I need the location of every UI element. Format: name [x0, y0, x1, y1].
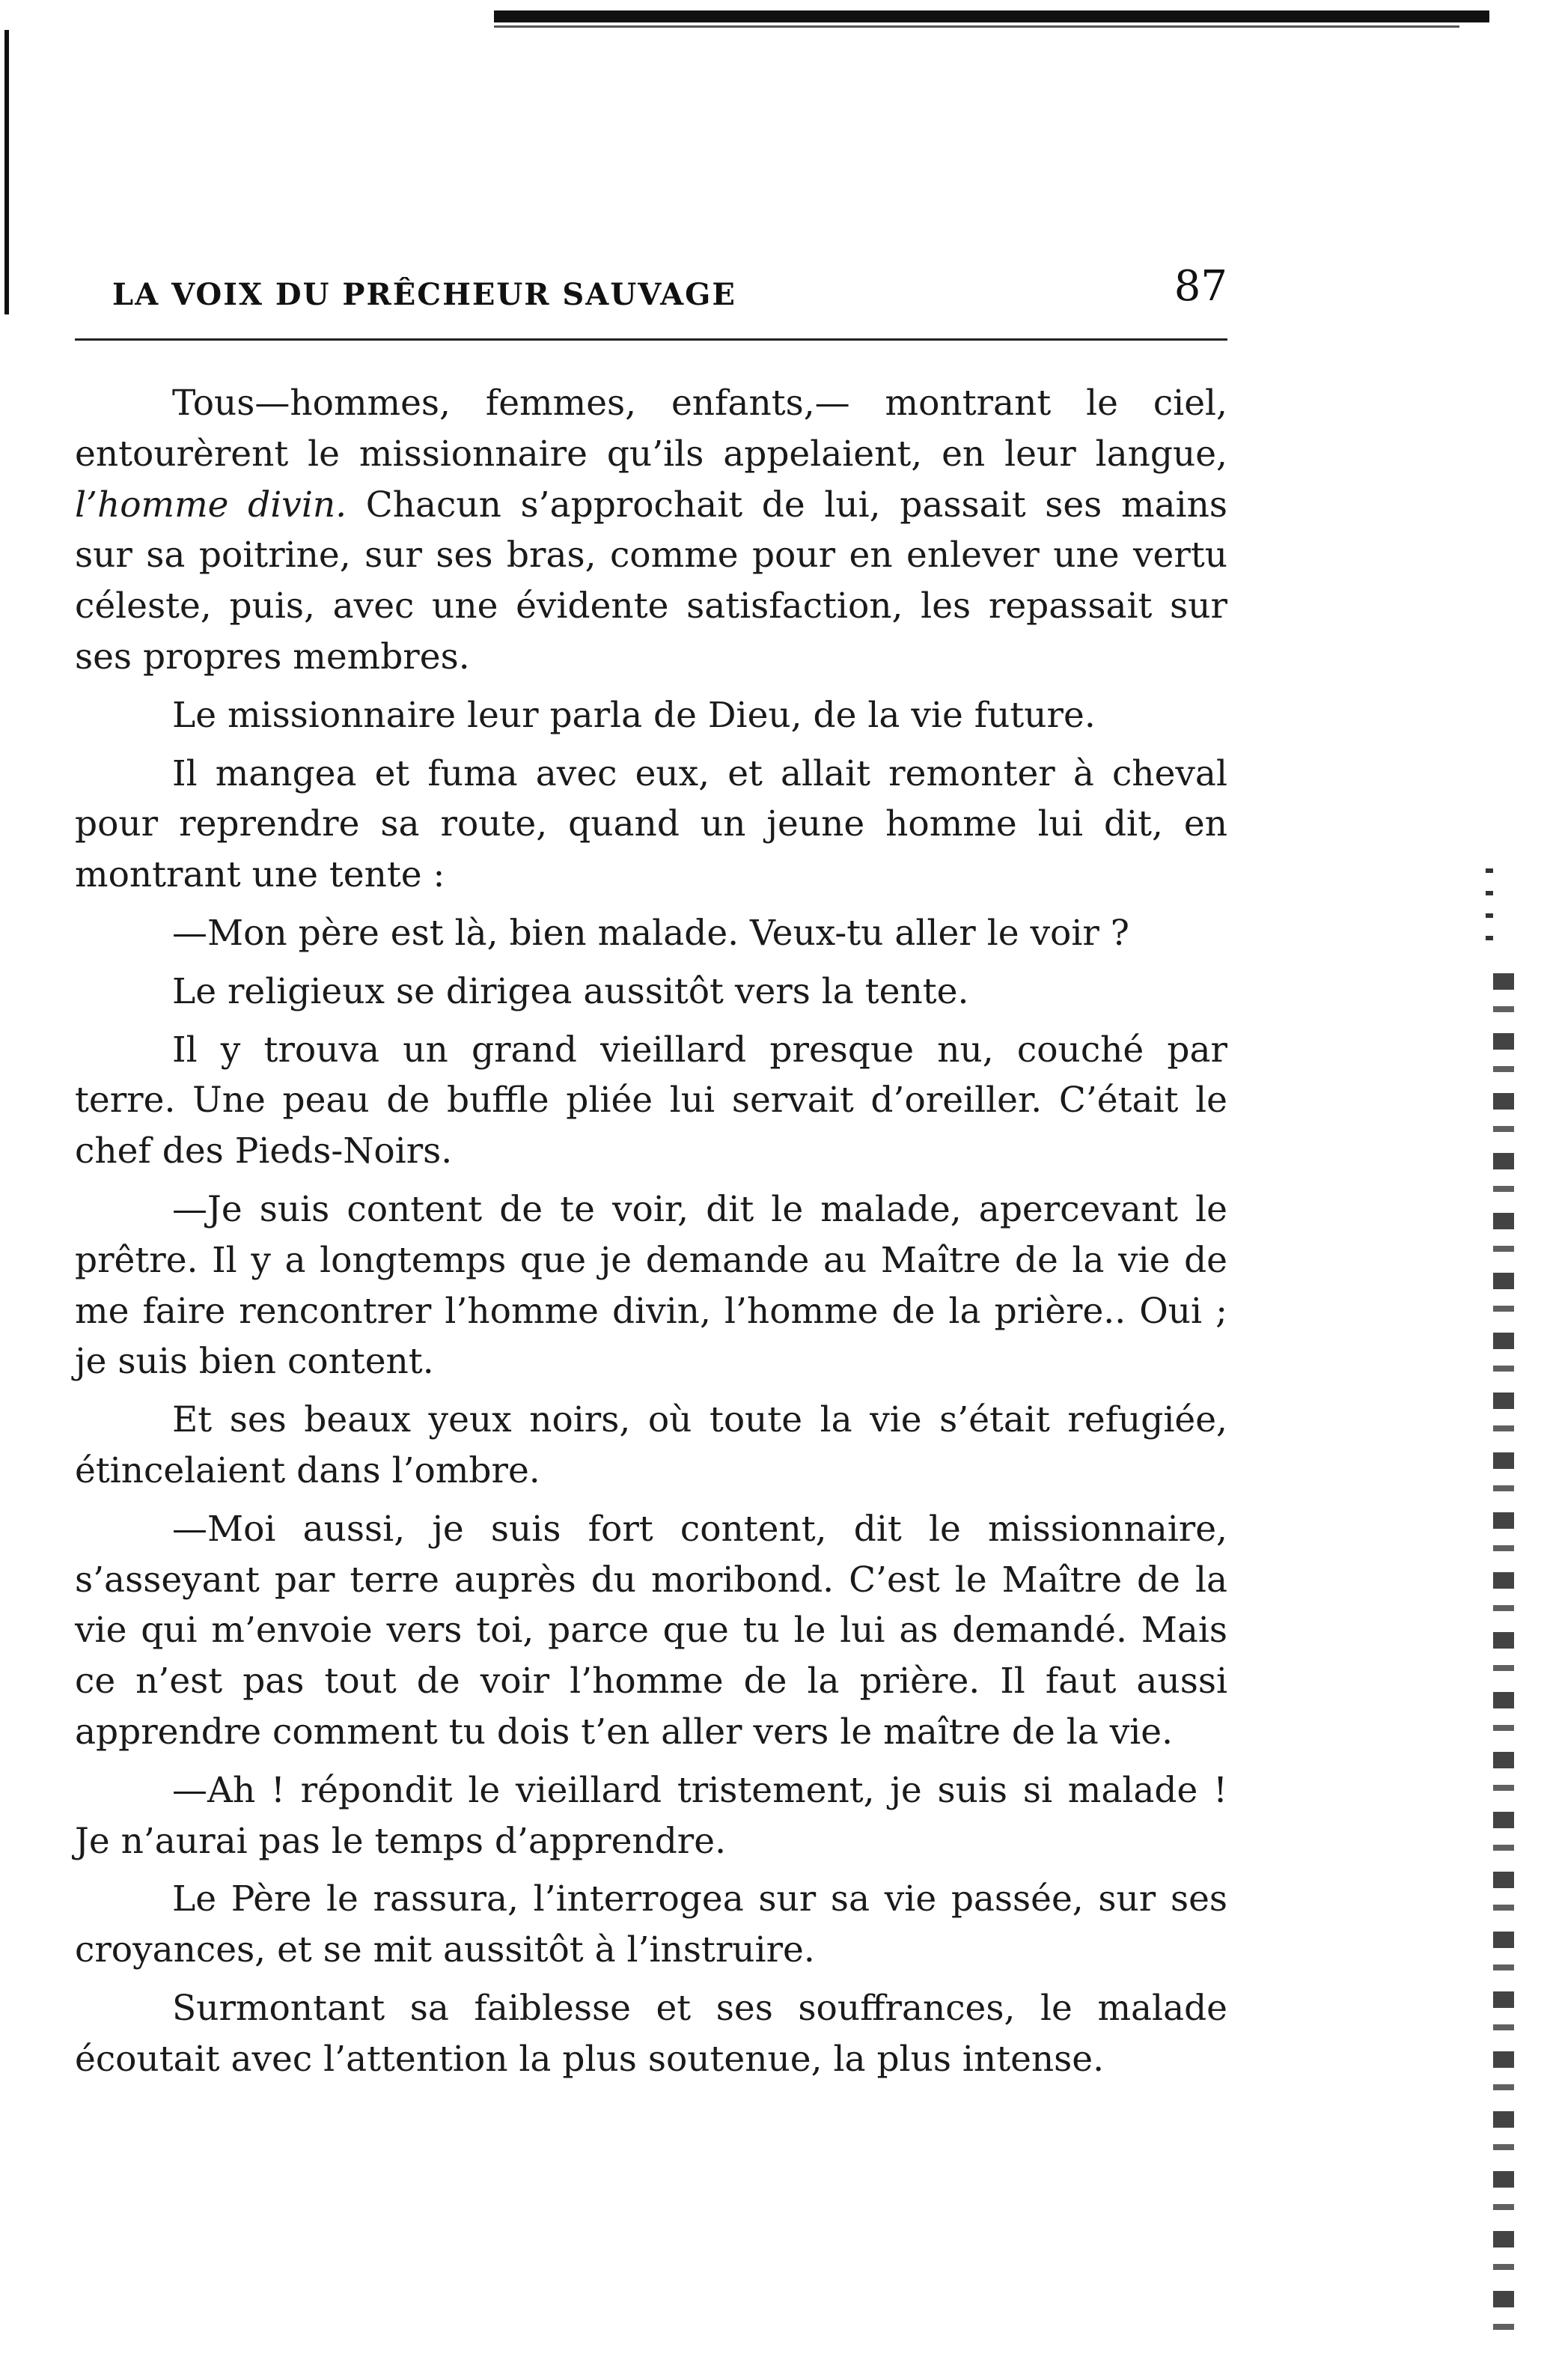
body-text [75, 378, 1227, 2085]
running-title-ornament: LA VOIX DU PRÊCHEUR SAUVAGE [112, 277, 736, 308]
paragraph: Il y trouva un grand vieillard presque nu, couché par terre. Une peau de buffle pliée lui servait d’oreiller. C’était le chef des Pieds-Noirs. [75, 1029, 1227, 1172]
paragraph: —Mon père est là, bien malade. Veux-tu aller le voir ? [172, 912, 1129, 954]
top-scan-border [494, 10, 1489, 22]
paragraph: Tous—hommes, femmes, enfants,— montrant le ciel, entourèrent le missionnaire qu’ils appelaient, en leur langue, l’homme divin. Chacun s’approchait de lui, passait ses mains sur sa poitrine, sur ses bras, comme pour en enlever une vertu céleste, puis, avec une évidente satisfaction, les repassait sur ses propres membres. [75, 383, 1227, 678]
right-scan-specks [1486, 868, 1493, 958]
right-scan-edge [1493, 973, 1514, 2351]
paragraph: Surmontant sa faiblesse et ses souffrances, le malade écoutait avec l’attention la plus soutenue, la plus intense. [75, 1987, 1227, 2080]
paragraph: Et ses beaux yeux noirs, où toute la vie s’était refugiée, étincelaient dans l’ombre. [75, 1399, 1227, 1491]
italic-term: l’homme divin. [75, 484, 347, 526]
left-scan-edge [4, 30, 9, 314]
paragraph: Le religieux se dirigea aussitôt vers la tente. [172, 970, 969, 1012]
top-scan-border-thin [494, 25, 1459, 28]
header-rule [75, 338, 1227, 341]
paragraph: Il mangea et fuma avec eux, et allait remonter à cheval pour reprendre sa route, quand un jeune homme lui dit, en montrant une tente : [75, 752, 1227, 896]
paragraph: Le missionnaire leur parla de Dieu, de la vie future. [172, 694, 1096, 736]
paragraph: Le Père le rassura, l’interrogea sur sa vie passée, sur ses croyances, et se mit aussitôt à l’instruire. [75, 1878, 1227, 1971]
page-number: 87 [1174, 262, 1227, 311]
paragraph: —Je suis content de te voir, dit le malade, apercevant le prêtre. Il y a longtemps que je demande au Maître de la vie de me faire rencontrer l’homme divin, l’homme de la prière.. Oui ; je suis bien content. [75, 1188, 1227, 1383]
paragraph: —Ah ! répondit le vieillard tristement, je suis si malade ! Je n’aurai pas le temps d’apprendre. [75, 1769, 1227, 1862]
page-header [75, 262, 1227, 322]
paragraph: —Moi aussi, je suis fort content, dit le missionnaire, s’asseyant par terre auprès du moribond. C’est le Maître de la vie qui m’envoie vers toi, parce que tu le lui as demandé. Mais ce n’est pas tout de voir l’homme de la prière. Il faut aussi apprendre comment tu dois t’en aller vers le maître de la vie. [75, 1508, 1227, 1753]
